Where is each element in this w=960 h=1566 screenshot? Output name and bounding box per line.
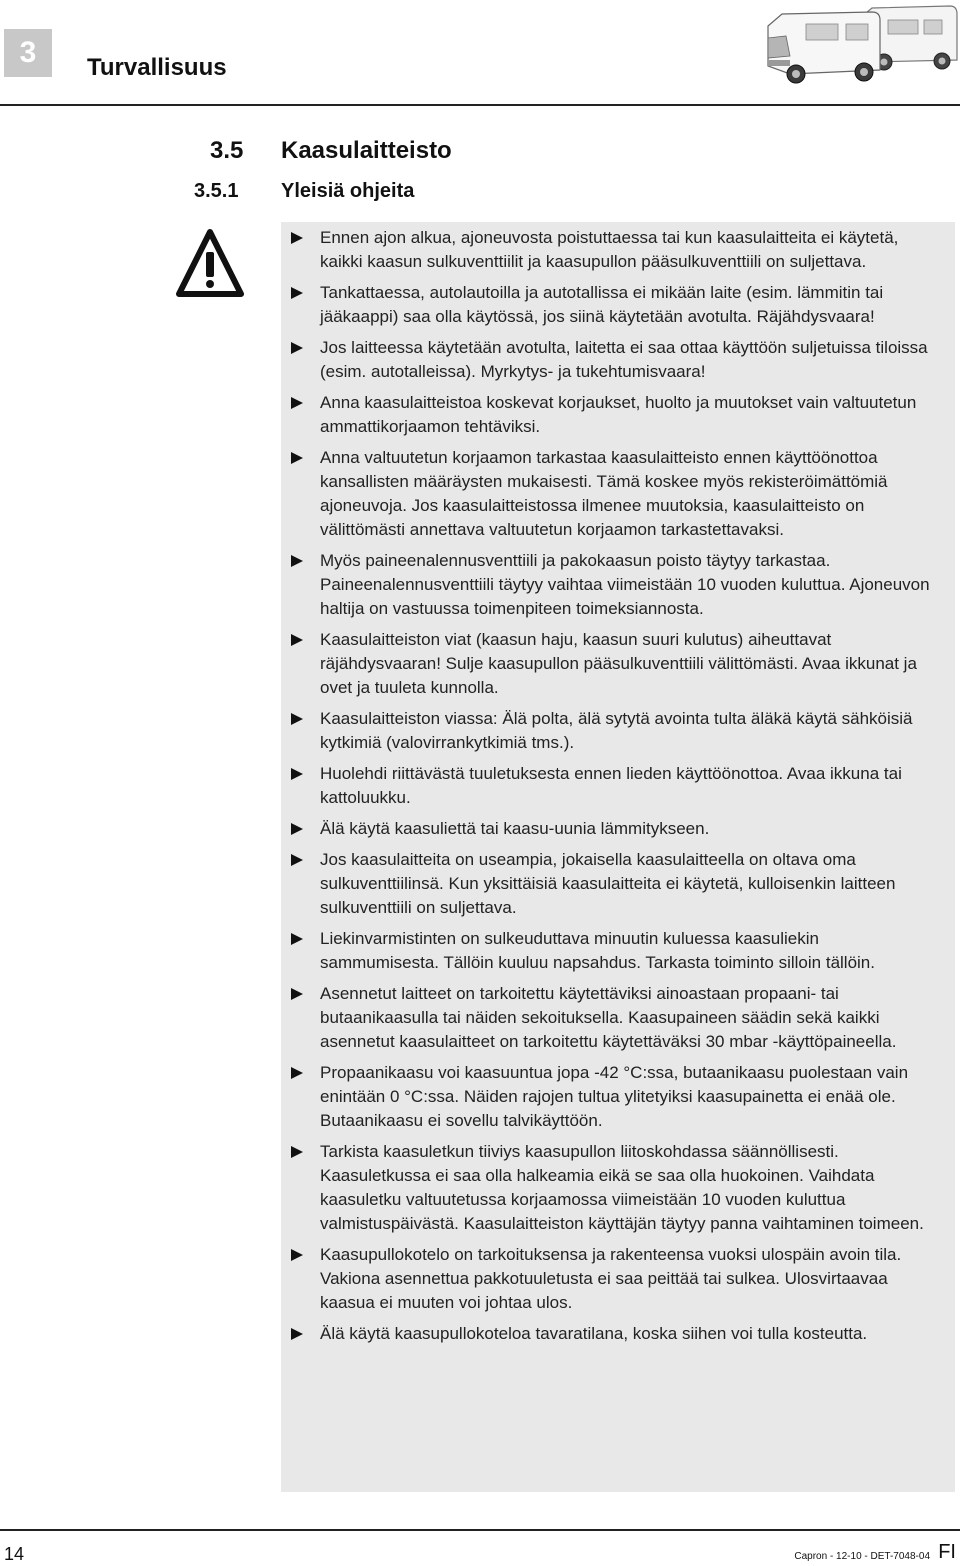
instruction-text: Anna valtuutetun korjaamon tarkastaa kaasulaitteisto ennen käyttöönottoa kansallisten määräysten mukaisesti. Tämä koskee myös rekisteröimättömiä ajoneuvoja. Jos kaasulaitteistossa ilmenee muutoksia, kaasulaitteisto on välittömästi annettava valtuutetun korjaamon tarkastettavaksi. <box>320 448 888 539</box>
instruction-item <box>281 1322 955 1346</box>
instruction-item <box>281 1243 955 1315</box>
instruction-list <box>281 226 955 1353</box>
instruction-item <box>281 1061 955 1133</box>
instruction-text: Myös paineenalennusventtiili ja pakokaasun poisto täytyy tarkastaa. Paineenalennusventtiili täytyy vaihtaa viimeistään 10 vuoden kuluttua. Ajoneuvon haltija on vastuussa toimenpiteen toimeksiannosta. <box>320 551 930 618</box>
triangle-right-icon <box>291 634 303 646</box>
triangle-right-icon <box>291 342 303 354</box>
instruction-item <box>281 226 955 274</box>
subsection-title: Yleisiä ohjeita <box>281 180 415 202</box>
instruction-text: Huolehdi riittävästä tuuletuksesta ennen lieden käyttöönottoa. Avaa ikkuna tai kattoluukku. <box>320 764 902 807</box>
instruction-text: Kaasulaitteiston viassa: Älä polta, älä sytytä avointa tulta äläkä käytä sähköisiä kytkimiä (valovirrankytkimiä tms.). <box>320 709 913 752</box>
warning-triangle-icon <box>176 228 244 300</box>
instruction-item <box>281 707 955 755</box>
chapter-number-badge: 3 <box>4 29 52 77</box>
triangle-right-icon <box>291 1146 303 1158</box>
instruction-text: Ennen ajon alkua, ajoneuvosta poistuttaessa tai kun kaasulaitteita ei käytetä, kaikki kaasun sulkuventtiilit ja kaasupullon pääsulkuventtiili on suljettava. <box>320 228 899 271</box>
section-title: Kaasulaitteisto <box>281 137 452 164</box>
instruction-text: Jos kaasulaitteita on useampia, jokaisella kaasulaitteella on oltava oma sulkuventtiilinsä. Kun yksittäisiä kaasulaitteita ei käytetä, kulloisenkin laitteen sulkuventtiili on suljettava. <box>320 850 896 917</box>
instruction-text: Jos laitteessa käytetään avotulta, laitetta ei saa ottaa käyttöön suljetuissa tiloissa (esim. autotalleissa). Myrkytys- ja tukehtumisvaara! <box>320 338 928 381</box>
instruction-item <box>281 982 955 1054</box>
triangle-right-icon <box>291 854 303 866</box>
triangle-right-icon <box>291 452 303 464</box>
triangle-right-icon <box>291 933 303 945</box>
safety-instructions-box <box>281 222 955 1492</box>
instruction-item <box>281 762 955 810</box>
instruction-item <box>281 281 955 329</box>
triangle-right-icon <box>291 555 303 567</box>
instruction-item <box>281 549 955 621</box>
triangle-right-icon <box>291 287 303 299</box>
instruction-text: Älä käytä kaasuliettä tai kaasu-uunia lämmitykseen. <box>320 819 710 838</box>
instruction-item <box>281 817 955 841</box>
instruction-text: Asennetut laitteet on tarkoitettu käytettäviksi ainoastaan propaani- tai butaanikaasulla tai näiden sekoituksella. Kaasupaineen säädin sekä kaikki asennetut kaasulaitteet on tarkoitettu käytettäväksi 30 mbar -käyttöpaineella. <box>320 984 897 1051</box>
instruction-item <box>281 446 955 542</box>
section-number: 3.5 <box>210 137 244 164</box>
page-number: 14 <box>4 1544 25 1564</box>
instruction-text: Anna kaasulaitteistoa koskevat korjaukset, huolto ja muutokset vain valtuutetun ammattikorjaamon tehtäviksi. <box>320 393 917 436</box>
triangle-right-icon <box>291 1328 303 1340</box>
instruction-text: Kaasulaitteiston viat (kaasun haju, kaasun suuri kulutus) aiheuttavat räjähdysvaaran! Sulje kaasupullon pääsulkuventtiili välittömästi. Avaa ikkunat ja ovet ja tuuleta kunnolla. <box>320 630 917 697</box>
triangle-right-icon <box>291 988 303 1000</box>
chapter-title: Turvallisuus <box>87 54 227 81</box>
triangle-right-icon <box>291 823 303 835</box>
instruction-text: Liekinvarmistinten on sulkeuduttava minuutin kuluessa kaasuliekin sammumisesta. Tällöin kuuluu napsahdus. Tarkasta toiminto silloin tällöin. <box>320 929 875 972</box>
instruction-text: Propaanikaasu voi kaasuuntua jopa -42 °C:ssa, butaanikaasu puolestaan vain enintään 0 °C:ssa. Näiden rajojen tultua ylitetyiksi kaasupainetta ei enää ole. Butaanikaasu ei sovellu talvikäyttöön. <box>320 1063 909 1130</box>
triangle-right-icon <box>291 1067 303 1079</box>
triangle-right-icon <box>291 713 303 725</box>
instruction-text: Tarkista kaasuletkun tiiviys kaasupullon liitoskohdassa säännöllisesti. Kaasuletkussa ei saa olla halkeamia eikä se saa olla huokoinen. Vaihdata kaasuletku valtuutetussa korjaamossa viimeistään 10 vuoden kuluttua valmistuspäivästä. Kaasulaitteiston käyttäjän täytyy panna vaihtaminen toimeen. <box>320 1142 924 1233</box>
subsection-number: 3.5.1 <box>194 180 239 202</box>
language-code: FI <box>938 1541 956 1563</box>
triangle-right-icon <box>291 232 303 244</box>
document-code: Capron - 12-10 - DET-7048-04 <box>794 1551 930 1562</box>
instruction-item <box>281 628 955 700</box>
instruction-text: Älä käytä kaasupullokoteloa tavaratilana, koska siihen voi tulla kosteutta. <box>320 1324 868 1343</box>
instruction-item <box>281 1140 955 1236</box>
instruction-item <box>281 391 955 439</box>
instruction-item <box>281 336 955 384</box>
motorhome-image <box>760 0 960 84</box>
triangle-right-icon <box>291 397 303 409</box>
header-divider <box>0 104 960 106</box>
instruction-item <box>281 848 955 920</box>
triangle-right-icon <box>291 768 303 780</box>
instruction-text: Kaasupullokotelo on tarkoituksensa ja rakenteensa vuoksi ulospäin avoin tila. Vakiona asennettua pakkotuuletusta ei saa peittää tai sulkea. Ulosvirtaavaa kaasua ei muuten voi johtaa ulos. <box>320 1245 902 1312</box>
instruction-text: Tankattaessa, autolautoilla ja autotallissa ei mikään laite (esim. lämmitin tai jääkaappi) saa olla käytössä, jos siinä käytetään avotulta. Räjähdysvaara! <box>320 283 884 326</box>
footer-divider <box>0 1529 960 1531</box>
triangle-right-icon <box>291 1249 303 1261</box>
instruction-item <box>281 927 955 975</box>
